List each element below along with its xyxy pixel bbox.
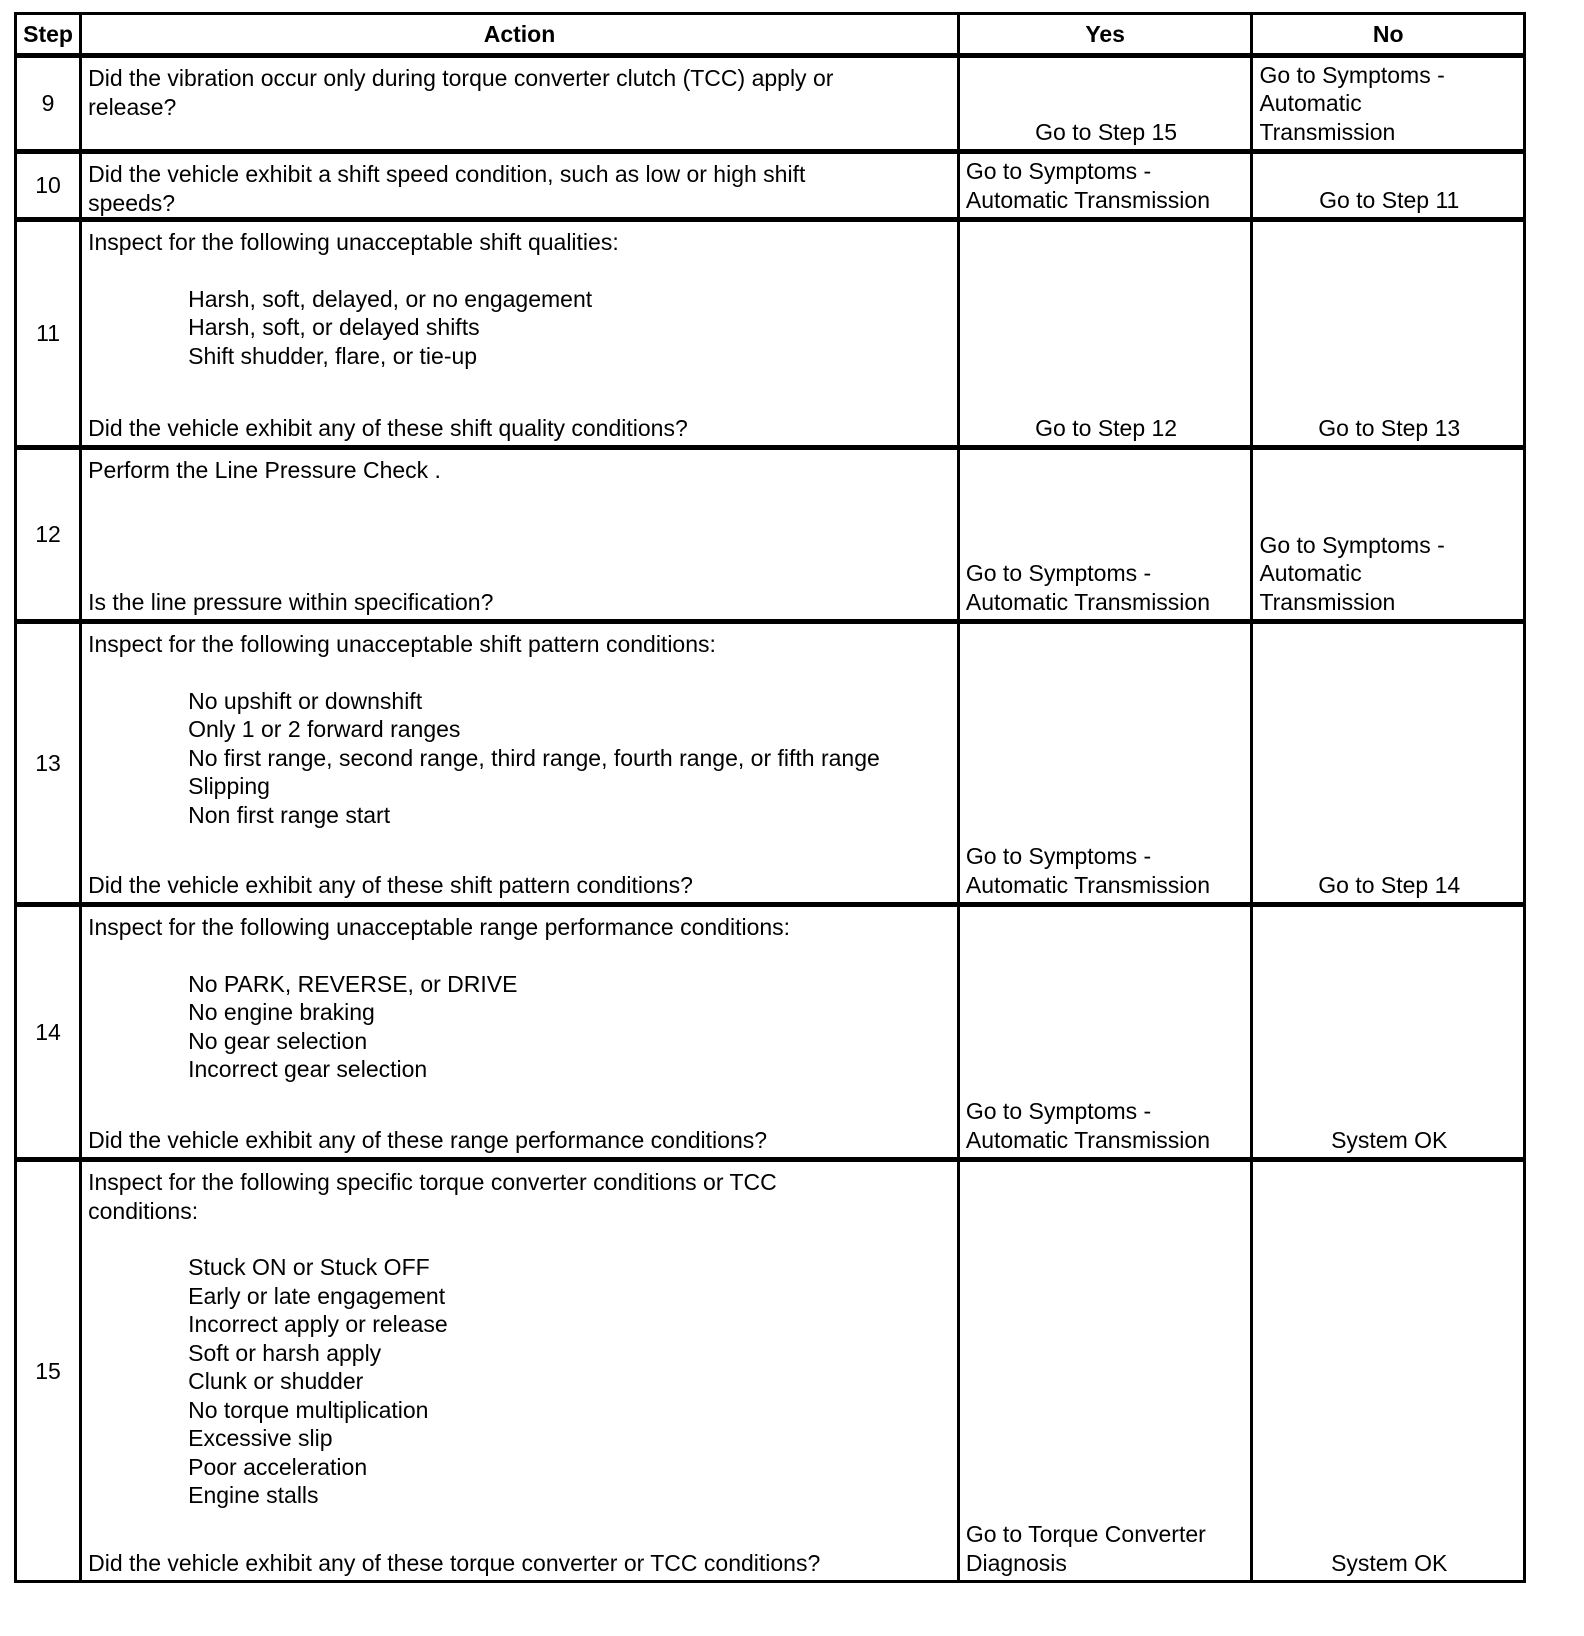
action-cell: [81, 152, 959, 220]
no-result-cell: [1252, 152, 1525, 220]
action-cell: [81, 220, 959, 448]
action-intro-text: Inspect for the following unacceptable shift qualities:: [88, 229, 619, 255]
yes-result-text: Diagnosis: [965, 1549, 1067, 1576]
no-result-text: Go to Symptoms -: [1259, 61, 1445, 88]
condition-item: No PARK, REVERSE, or DRIVE: [188, 970, 518, 997]
action-cell: [81, 448, 959, 622]
yes-result-cell: [958, 622, 1252, 905]
yes-result-text: Go to Step 12: [1035, 414, 1178, 441]
table-row: [16, 622, 1525, 905]
condition-item: Harsh, soft, or delayed shifts: [188, 314, 480, 340]
action-question: Did the vehicle exhibit any of these torque converter or TCC conditions?: [88, 1549, 821, 1576]
action-intro-text: Inspect for the following unacceptable range performance conditions:: [88, 914, 791, 940]
step-number: 10: [16, 152, 81, 220]
action-cell: [81, 1160, 959, 1582]
action-question: Did the vehicle exhibit any of these range performance conditions?: [88, 1126, 768, 1153]
action-intro-text: Did the vehicle exhibit a shift speed condition, such as low or high shift: [88, 161, 806, 187]
yes-result-text: Go to Symptoms -: [965, 843, 1152, 869]
no-result-text: Automatic: [1259, 90, 1362, 116]
condition-item: Incorrect gear selection: [188, 1056, 428, 1082]
step-number: 9: [16, 56, 81, 152]
action-intro-text: Did the vibration occur only during torque converter clutch (TCC) apply or: [88, 65, 834, 91]
no-result-text: Go to Step 11: [1319, 186, 1460, 213]
no-result-text: Transmission: [1259, 588, 1396, 615]
condition-item: No engine braking: [188, 999, 375, 1025]
no-result-cell: [1252, 1160, 1525, 1582]
yes-result-text: Automatic Transmission: [965, 588, 1210, 615]
action-cell: [81, 622, 959, 905]
action-intro-text: Perform the Line Pressure Check .: [88, 457, 441, 483]
condition-item: Excessive slip: [188, 1425, 333, 1451]
condition-item: No torque multiplication: [188, 1396, 429, 1423]
table-row: [16, 1160, 1525, 1582]
table-row: [16, 905, 1525, 1160]
header-step: Step: [16, 14, 81, 56]
no-result-cell: [1252, 448, 1525, 622]
yes-result-cell: [958, 1160, 1252, 1582]
header-no: No: [1252, 14, 1525, 56]
action-intro-text: release?: [88, 93, 177, 120]
condition-item: Poor acceleration: [188, 1453, 368, 1480]
table-row: [16, 448, 1525, 622]
table-row: [16, 56, 1525, 152]
no-result-text: System OK: [1331, 1126, 1448, 1153]
yes-result-text: Automatic Transmission: [965, 871, 1210, 898]
step-number: 13: [16, 622, 81, 905]
yes-result-text: Go to Step 15: [1035, 118, 1178, 145]
action-cell: [81, 905, 959, 1160]
condition-item: Stuck ON or Stuck OFF: [188, 1254, 430, 1280]
yes-result-cell: [958, 56, 1252, 152]
condition-item: Harsh, soft, delayed, or no engagement: [188, 285, 593, 312]
yes-result-text: Automatic Transmission: [965, 1126, 1210, 1153]
condition-item: Engine stalls: [188, 1482, 319, 1508]
condition-item: Only 1 or 2 forward ranges: [188, 716, 461, 742]
condition-list: [88, 970, 951, 1084]
no-result-text: Go to Step 14: [1318, 871, 1461, 898]
no-result-text: System OK: [1331, 1549, 1448, 1576]
action-question: Is the line pressure within specification?: [88, 588, 494, 615]
condition-item: Early or late engagement: [188, 1282, 446, 1309]
condition-item: Soft or harsh apply: [188, 1339, 382, 1366]
yes-result-cell: [958, 152, 1252, 220]
step-number: 14: [16, 905, 81, 1160]
action-intro-text: speeds?: [88, 189, 176, 216]
yes-result-cell: [958, 220, 1252, 448]
yes-result-text: Go to Symptoms -: [965, 1098, 1152, 1124]
action-question: Did the vehicle exhibit any of these shift pattern conditions?: [88, 871, 693, 898]
yes-result-cell: [958, 448, 1252, 622]
yes-result-text: Go to Symptoms -: [965, 560, 1152, 586]
no-result-cell: [1252, 622, 1525, 905]
action-question: Did the vehicle exhibit any of these shift quality conditions?: [88, 414, 688, 441]
condition-item: Non first range start: [188, 801, 391, 828]
condition-item: No upshift or downshift: [188, 687, 423, 714]
condition-item: No gear selection: [188, 1027, 368, 1054]
step-number: 11: [16, 220, 81, 448]
header-row: [16, 14, 1525, 56]
action-cell: [81, 56, 959, 152]
condition-item: Clunk or shudder: [188, 1368, 364, 1394]
condition-list: [88, 687, 951, 830]
condition-item: Slipping: [188, 773, 270, 799]
table-row: [16, 220, 1525, 448]
no-result-text: Automatic: [1259, 560, 1362, 586]
condition-list: [88, 1253, 951, 1510]
yes-result-text: Automatic Transmission: [965, 186, 1210, 213]
diagnostic-table: [14, 12, 1526, 1583]
condition-item: No first range, second range, third range, fourth range, or fifth range: [188, 744, 880, 771]
action-intro-text: conditions:: [88, 1197, 199, 1224]
yes-result-text: Go to Torque Converter: [965, 1521, 1206, 1547]
no-result-text: Go to Symptoms -: [1259, 531, 1445, 558]
condition-item: Shift shudder, flare, or tie-up: [188, 342, 478, 369]
table-body: [16, 56, 1525, 1582]
no-result-text: Go to Step 13: [1318, 414, 1461, 441]
action-intro-text: Inspect for the following specific torque converter conditions or TCC: [88, 1169, 777, 1195]
table-row: [16, 152, 1525, 220]
action-intro-text: Inspect for the following unacceptable shift pattern conditions:: [88, 631, 716, 657]
header-yes: Yes: [958, 14, 1252, 56]
no-result-text: Transmission: [1259, 118, 1396, 145]
no-result-cell: [1252, 220, 1525, 448]
yes-result-cell: [958, 905, 1252, 1160]
yes-result-text: Go to Symptoms -: [965, 158, 1152, 184]
step-number: 12: [16, 448, 81, 622]
header-action: Action: [81, 14, 959, 56]
condition-list: [88, 285, 951, 371]
no-result-cell: [1252, 56, 1525, 152]
step-number: 15: [16, 1160, 81, 1582]
no-result-cell: [1252, 905, 1525, 1160]
condition-item: Incorrect apply or release: [188, 1311, 448, 1337]
